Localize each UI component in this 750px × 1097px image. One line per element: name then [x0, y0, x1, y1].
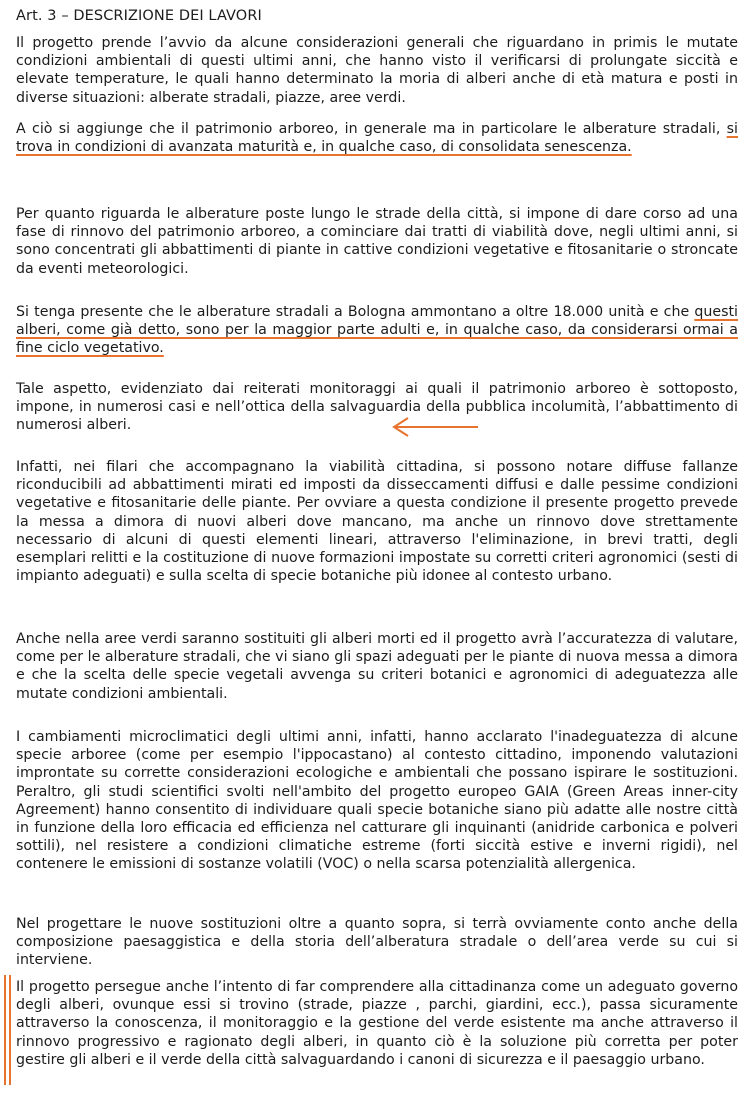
- left-arrow-icon: [390, 416, 480, 438]
- paragraph-2-text: A ciò si aggiunge che il patrimonio arboreo, in generale ma in particolare le alberature stradali,: [16, 121, 727, 137]
- paragraph-4-text: Si tenga presente che le alberature stradali a Bologna ammontano a oltre 18.000 unità e che: [16, 304, 695, 320]
- article-heading: Art. 3 – DESCRIZIONE DEI LAVORI: [16, 8, 262, 24]
- margin-mark-right: [9, 975, 11, 1085]
- highlighted-phrase-1: si trova in condizioni di avanzata maturità e, in qualche caso, di consolidata senescenza.: [16, 121, 738, 156]
- paragraph-3: Per quanto riguarda le alberature poste lungo le strade della città, si impone di dare corso ad una fase di rinnovo del patrimonio arboreo, a cominciare dai tratti di viabilità dove, negli ultimi anni, si sono concentrati gli abbattimenti di piante in cattive condizioni vegetative e fitosanitarie o stroncate da eventi meteorologici.: [16, 206, 738, 277]
- highlighted-phrase-2: questi alberi, come già detto, sono per la maggior parte adulti e, in qualche caso, da considerarsi ormai a fine ciclo vegetativo.: [16, 304, 738, 357]
- paragraph-7: Anche nella aree verdi saranno sostituiti gli alberi morti ed il progetto avrà l’accuratezza di valutare, come per le alberature stradali, che vi siano gli spazi adeguati per le piante di nuova messa a dimora e che la scelta delle specie vegetali avvenga su criteri botanici e agronomici di adeguatezza alle mutate condizioni ambientali.: [16, 631, 738, 702]
- paragraph-4: [16, 303, 738, 358]
- margin-mark-left: [4, 975, 6, 1085]
- paragraph-2: [16, 120, 738, 156]
- paragraph-1: Il progetto prende l’avvio da alcune considerazioni generali che riguardano in primis le mutate condizioni ambientali di questi ultimi anni, che hanno visto il verificarsi di prolungate siccità e elevate temperature, le quali hanno determinato la moria di alberi anche di età matura e posti in diverse situazioni: alberate stradali, piazze, aree verdi.: [16, 35, 738, 106]
- paragraph-9: Nel progettare le nuove sostituzioni oltre a quanto sopra, si terrà ovviamente conto anche della composizione paesaggistica e della storia dell’alberatura stradale o dell’area verde su cui si interviene.: [16, 916, 738, 969]
- paragraph-5: Tale aspetto, evidenziato dai reiterati monitoraggi ai quali il patrimonio arboreo è sottoposto, impone, in numerosi casi e nell’ottica della salvaguardia della pubblica incolumità, l’abbattimento di numerosi alberi.: [16, 381, 738, 434]
- paragraph-10: Il progetto persegue anche l’intento di far comprendere alla cittadinanza come un adeguato governo degli alberi, ovunque essi si trovino (strade, piazze , parchi, giardini, ecc.), passa sicuramente attraverso la conoscenza, il monitoraggio e la gestione del verde esistente ma anche attraverso il rinnovo progressivo e ragionato degli alberi, in quanto ciò è la soluzione più corretta per poter gestire gli alberi e il verde della città salvaguardando i canoni di sicurezza e il paesaggio urbano.: [16, 979, 738, 1068]
- paragraph-8: I cambiamenti microclimatici degli ultimi anni, infatti, hanno acclarato l'inadeguatezza di alcune specie arboree (come per esempio l'ippocastano) al contesto cittadino, imponendo valutazioni improntate su corrette considerazioni ecologiche e ambientali che possano ispirare le sostituzioni. Peraltro, gli studi scientifici svolti nell'ambito del progetto europeo GAIA (Green Areas inner-city Agreement) hanno consentito di individuare quali specie botaniche siano più adatte alle nostre città in funzione della loro efficacia ed efficienza nel catturare gli inquinanti (anidride carbonica e polveri sottili), nel resistere a condizioni climatiche estreme (forti siccità estive e inverni rigidi), nel contenere le emissioni di sostanze volatili (VOC) o nella scarsa potenzialità allergenica.: [16, 729, 738, 873]
- paragraph-6: Infatti, nei filari che accompagnano la viabilità cittadina, si possono notare diffuse fallanze riconducibili ad abbattimenti mirati ed imposti da disseccamenti diffusi e dalle pessime condizioni vegetative e fitosanitarie delle piante. Per ovviare a questa condizione il presente progetto prevede la messa a dimora di nuovi alberi dove mancano, ma anche un rinnovo dove strettamente necessario di alcuni di questi elementi lineari, attraverso l'eliminazione, in brevi tratti, degli esemplari relitti e la costituzione di nuove formazioni impostate su corretti criteri agronomici (sesti di impianto adeguati) e sulla scelta di specie botaniche più idonee al contesto urbano.: [16, 459, 738, 585]
